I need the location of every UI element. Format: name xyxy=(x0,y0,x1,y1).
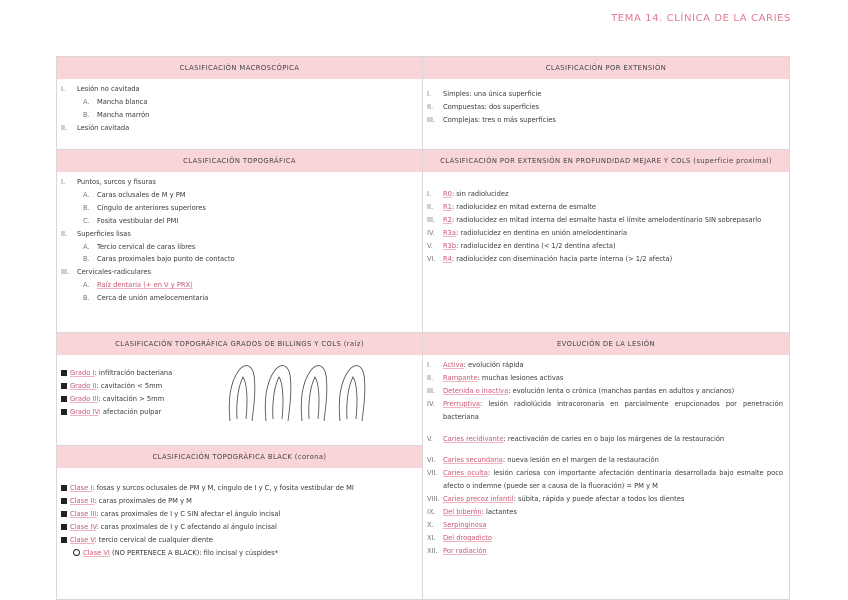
list-item: Clase IV: caras proximales de I y C afectando al ángulo incisal xyxy=(61,521,416,534)
list-item: II. Superficies lisas xyxy=(61,229,131,238)
section-header: CLASIFICACIÓN TOPOGRÁFICA xyxy=(57,150,422,172)
list-subitem: A. Caras oclusales de M y PM xyxy=(83,190,186,199)
list-item: Clase II: caras proximales de PM y M xyxy=(61,495,416,508)
list-item: Grado III: cavitación > 5mm xyxy=(61,393,416,406)
list-item: I. Activa: evolución rápida xyxy=(427,361,524,369)
depth-section xyxy=(422,149,790,333)
page-title: TEMA 14. CLÍNICA DE LA CARIES xyxy=(611,13,791,24)
list-subitem: B. Caras proximales bajo punto de contacto xyxy=(83,255,235,264)
section-header: CLASIFICACIÓN TOPOGRÁFICA BLACK (corona) xyxy=(57,446,422,468)
list-subitem: B. Cíngulo de anteriores superiores xyxy=(83,203,206,212)
macro-section xyxy=(56,56,423,150)
billings-section xyxy=(56,332,423,446)
section-body xyxy=(423,355,789,572)
section-body xyxy=(57,355,422,445)
topo-section xyxy=(56,149,423,333)
table-row xyxy=(57,57,791,150)
list-item: III. Cervicales-radiculares xyxy=(61,268,152,277)
list-item: Grado II: cavitación < 5mm xyxy=(61,380,416,393)
list-item: VII. Caries oculta: lesión cariosa con importante afectación dentinaria desarrollada bajo esmalte poco afecto o indemne (puede ser a causa de la fluoración) = PM y M xyxy=(427,469,783,491)
list-item: IV. Prerruptiva: lesión radiolúcida intracoronaria en parcialmente erupcionados por penetración bacteriana xyxy=(427,399,783,421)
list-item: II. R1: radiolucidez en mitad externa de esmalte xyxy=(427,202,596,211)
list-item: III. Complejas: tres o más superficies xyxy=(427,115,556,124)
list-item: III. Detenida o inactiva: evolución lenta o crónica (manchas pardas en adultos y ancianos) xyxy=(427,386,735,395)
section-body xyxy=(57,468,422,599)
table-row xyxy=(57,333,791,600)
list-item: VI. R4: radiolucidez con diseminación hacia parte interna (> 1/2 afecta) xyxy=(427,254,673,263)
list-item: I. Lesión no cavitada xyxy=(61,85,140,93)
evolution-section xyxy=(422,332,790,600)
list-item: II. Compuestas: dos superficies xyxy=(427,102,540,111)
list-item: II. Lesión cavitada xyxy=(61,123,130,132)
section-header: CLASIFICACIÓN POR EXTENSIÓN EN PROFUNDIDAD MEJARE Y COLS (superficie proximal) xyxy=(423,150,789,172)
list-item: V. Caries recidivante: reactivación de caries en o bajo los márgenes de la restauración xyxy=(427,434,725,443)
section-header: CLASIFICACIÓN TOPOGRÁFICA GRADOS DE BILLINGS Y COLS (raíz) xyxy=(57,333,422,355)
list-item: XI. Del drogadicto xyxy=(427,533,493,542)
classification-table xyxy=(57,57,791,600)
section-header: EVOLUCIÓN DE LA LESIÓN xyxy=(423,333,789,355)
list-item: Clase VI (NO PERTENECE A BLACK): filo incisal y cúspides* xyxy=(61,547,416,560)
section-body xyxy=(423,172,789,332)
section-body xyxy=(57,79,422,144)
section-body xyxy=(57,172,422,320)
list-item: Grado I: infiltración bacteriana xyxy=(61,367,416,380)
list-item: XII. Por radiación xyxy=(427,546,487,555)
list-subitem: B. Cerca de unión amelocementaria xyxy=(83,294,209,303)
list-item: VI. Caries secundaria: nueva lesión en el margen de la restauración xyxy=(427,456,659,465)
root-caries-teeth-illustration xyxy=(222,361,402,423)
list-item: IV. R3a: radiolucidez en dentina en unión amelodentinaria xyxy=(427,228,628,237)
list-subitem: B. Mancha marrón xyxy=(83,110,150,119)
section-body xyxy=(423,79,789,149)
list-item: V. R3b: radiolucidez en dentina (< 1/2 dentina afecta) xyxy=(427,241,616,250)
list-item: III. R2: radiolucidez en mitad interna del esmalte hasta el límite amelodentinario SIN sobrepasarlo xyxy=(427,215,762,224)
left-bottom-column xyxy=(56,333,423,600)
list-item: I. Puntos, surcos y fisuras xyxy=(61,178,156,186)
list-item: I. R0: sin radiolucidez xyxy=(427,190,509,198)
list-item: I. Simples: una única superficie xyxy=(427,90,542,98)
list-item: Clase I: fosas y surcos oclusales de PM y M, cíngulo de I y C, y fosita vestibular de MI xyxy=(61,482,416,495)
black-section xyxy=(56,445,423,600)
list-subitem: A. Tercio cervical de caras libres xyxy=(83,242,196,251)
list-item: Grado IV: afectación pulpar xyxy=(61,406,416,419)
list-item: X. Serpinginosa xyxy=(427,520,487,529)
list-item: VIII. Caries precoz infantil: súbita, rápida y puede afectar a todos los dientes xyxy=(427,495,685,504)
list-item: IX. Del biberón: lactantes xyxy=(427,508,517,517)
list-subitem: C. Fosita vestibular del PMI xyxy=(83,216,179,225)
list-item: II. Rampante: muchas lesiones activas xyxy=(427,373,564,382)
extension-section xyxy=(422,56,790,150)
section-header: CLASIFICACIÓN POR EXTENSIÓN xyxy=(423,57,789,79)
list-item: Clase III: caras proximales de I y C SIN afectar el ángulo incisal xyxy=(61,508,416,521)
section-header: CLASIFICACIÓN MACROSCÓPICA xyxy=(57,57,422,79)
table-row xyxy=(57,150,791,333)
list-subitem: A. Mancha blanca xyxy=(83,97,148,106)
list-subitem: A. Raíz dentaria (+ en V y PRX) xyxy=(83,281,193,290)
list-item: Clase V: tercio cervical de cualquier diente xyxy=(61,534,416,547)
